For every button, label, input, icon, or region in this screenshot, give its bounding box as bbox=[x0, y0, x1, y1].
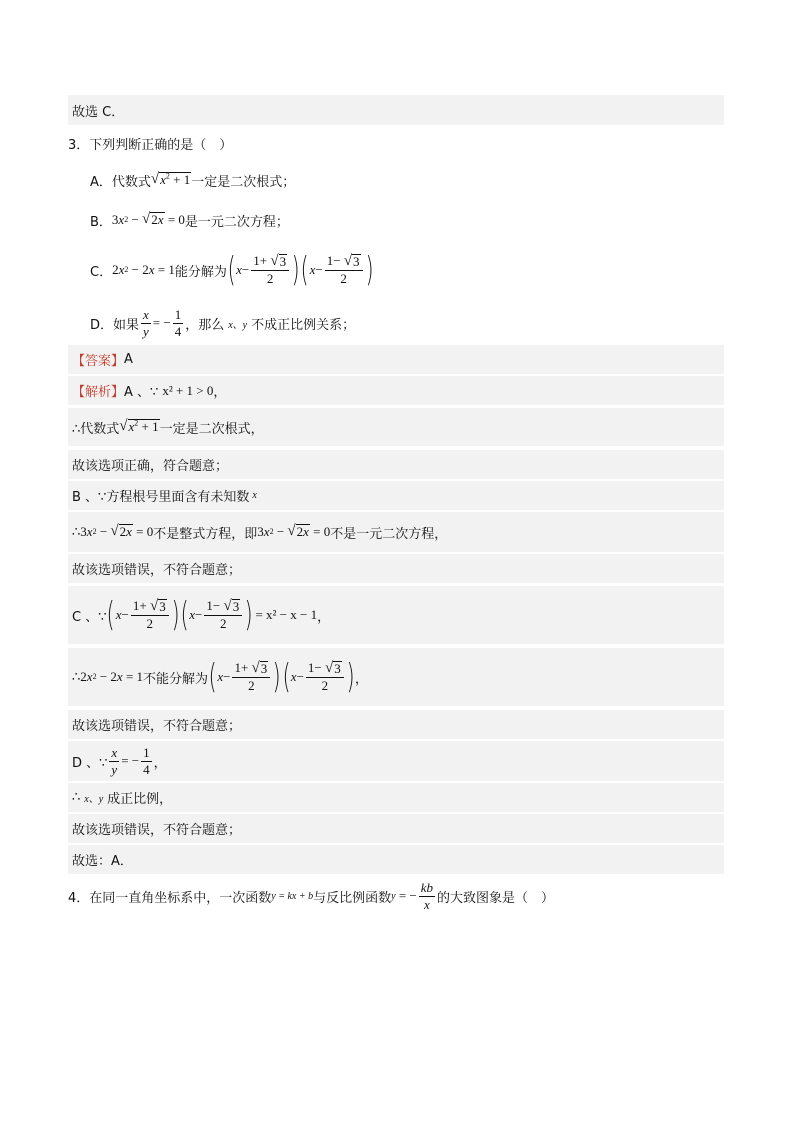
analysis-b2-head: ∴ bbox=[72, 524, 81, 540]
analysis-a3: 故该选项正确，符合题意； bbox=[72, 459, 229, 474]
sqrt-x2-plus-1-analysis: √ $x^2 + 1$ bbox=[119, 418, 159, 435]
q3-option-b bbox=[90, 206, 724, 234]
analysis-tag: 【解析】 bbox=[72, 385, 125, 400]
option-a-text: 一定是二次根式； bbox=[191, 174, 296, 190]
analysis-a2-tail: 一定是二次根式， bbox=[159, 421, 264, 437]
analysis-b2-mid: 不是整式方程，即 bbox=[153, 526, 258, 542]
option-d-vars: x、y bbox=[228, 319, 248, 331]
analysis-c2-tail: ， bbox=[355, 671, 369, 687]
analysis-b1: B 、∵方程根号里面含有未知数 bbox=[72, 490, 250, 505]
q2-conclusion: 故选 C． bbox=[72, 104, 125, 120]
analysis-a1: A 、∵ bbox=[124, 385, 159, 400]
q2-conclusion-row bbox=[68, 95, 724, 125]
analysis-b2-tail: 不是一元二次方程， bbox=[330, 526, 448, 542]
q4-stem-head: 4．在同一直角坐标系中，一次函数 bbox=[68, 890, 272, 906]
final-choice-row bbox=[68, 845, 724, 874]
inequality-a: x² + 1 > 0 bbox=[162, 382, 214, 398]
analysis-d-line2 bbox=[68, 783, 724, 812]
answer-value: A bbox=[124, 352, 133, 367]
analysis-b3: 故该选项错误，不符合题意； bbox=[72, 563, 242, 578]
equation-c-analysis: 2 x 2 − 2 x = 1 bbox=[80, 669, 144, 684]
factor-expression: ( x − 1+ √ 3 2 ) ( x − 1− √ 3 2 ) bbox=[227, 250, 374, 290]
ratio-analysis: $\frac{x}{y}$ = − $\frac{1}{4}$ bbox=[111, 744, 150, 777]
analysis-b-line2 bbox=[68, 512, 724, 552]
equation-b-analysis-2: 3 x 2 − √ 2x = 0 bbox=[257, 523, 331, 540]
option-a-label: A．代数式 bbox=[90, 174, 151, 190]
analysis-d2-head: ∴ bbox=[72, 790, 81, 805]
q3-option-c bbox=[90, 248, 724, 292]
option-d-label: D．如果 bbox=[90, 317, 140, 333]
equation-b-analysis-1: 3 x 2 − √ 2x = 0 bbox=[80, 523, 154, 540]
q3-stem-row bbox=[68, 128, 724, 158]
analysis-d-line3 bbox=[68, 814, 724, 843]
ratio-x-over-y: $\frac{x}{y}$ = − $\frac{1}{4}$ bbox=[143, 306, 182, 339]
analysis-d-line1 bbox=[68, 741, 724, 781]
analysis-a2-head: ∴代数式 bbox=[72, 421, 120, 437]
answer-row bbox=[68, 345, 724, 374]
analysis-b-line1 bbox=[68, 481, 724, 510]
analysis-c1-tail: ， bbox=[317, 609, 331, 625]
sqrt-x2-plus-1: √ $x^2 + 1$ bbox=[150, 171, 191, 188]
analysis-a-line1 bbox=[68, 376, 724, 405]
analysis-c2-head: ∴ bbox=[72, 669, 81, 685]
q3-option-d bbox=[90, 304, 724, 342]
option-b-text: 是一元二次方程； bbox=[184, 214, 289, 230]
q3-option-a bbox=[90, 166, 724, 194]
analysis-d2-tail: 成正比例， bbox=[107, 792, 173, 807]
unknown-x: x bbox=[252, 490, 257, 501]
option-d-text: 不成正比例关系； bbox=[251, 317, 356, 333]
q4-stem-mid: 与反比例函数 bbox=[313, 890, 392, 906]
analysis-c-line3 bbox=[68, 710, 724, 739]
analysis-a-line2 bbox=[68, 408, 724, 446]
analysis-c-line2 bbox=[68, 648, 724, 706]
q3-stem: 3．下列判断正确的是（ ） bbox=[68, 137, 233, 153]
inverse-function: y = − $\frac{kb}{x}$ bbox=[391, 879, 434, 912]
analysis-c2-mid: 不能分解为 bbox=[143, 671, 209, 687]
rhs-c: = x² − x − 1 bbox=[255, 607, 318, 622]
q4-stem-row bbox=[68, 876, 724, 916]
analysis-d1-tail: ， bbox=[153, 755, 167, 771]
analysis-a-line3 bbox=[68, 450, 724, 479]
option-d-middle: ，那么 bbox=[185, 317, 225, 333]
answer-tag: 【答案】 bbox=[72, 354, 125, 369]
option-c-label: C． bbox=[90, 264, 113, 280]
analysis-c-line1 bbox=[68, 586, 724, 644]
linear-function: y = kx + b bbox=[271, 890, 314, 902]
option-c-text: 能分解为 bbox=[174, 264, 227, 280]
analysis-c3: 故该选项错误，不符合题意； bbox=[72, 719, 242, 734]
analysis-d3: 故该选项错误，不符合题意； bbox=[72, 823, 242, 838]
option-b-label: B． bbox=[90, 214, 112, 230]
analysis-c1-head: C 、∵ bbox=[72, 609, 107, 625]
equation-b: 3 x 2 − √ 2x = 0 bbox=[111, 211, 185, 228]
factor-expression-analysis: ( x − 1+ √ 3 2 ) ( x − 1− √ 3 2 ) bbox=[208, 657, 355, 697]
final-choice: 故选：A． bbox=[72, 854, 133, 869]
analysis-d-vars: x、y bbox=[84, 794, 104, 805]
q4-stem-tail: 的大致图象是（ ） bbox=[437, 890, 555, 906]
analysis-b-line3 bbox=[68, 554, 724, 583]
equation-c: 2 x 2 − 2 x = 1 bbox=[112, 262, 175, 277]
product-expression-c: ( x − 1+ √ 3 2 ) ( x − 1− √ 3 2 ) bbox=[107, 595, 253, 635]
analysis-a1-tail: ， bbox=[213, 385, 227, 400]
analysis-d1-head: D 、∵ bbox=[72, 755, 108, 771]
